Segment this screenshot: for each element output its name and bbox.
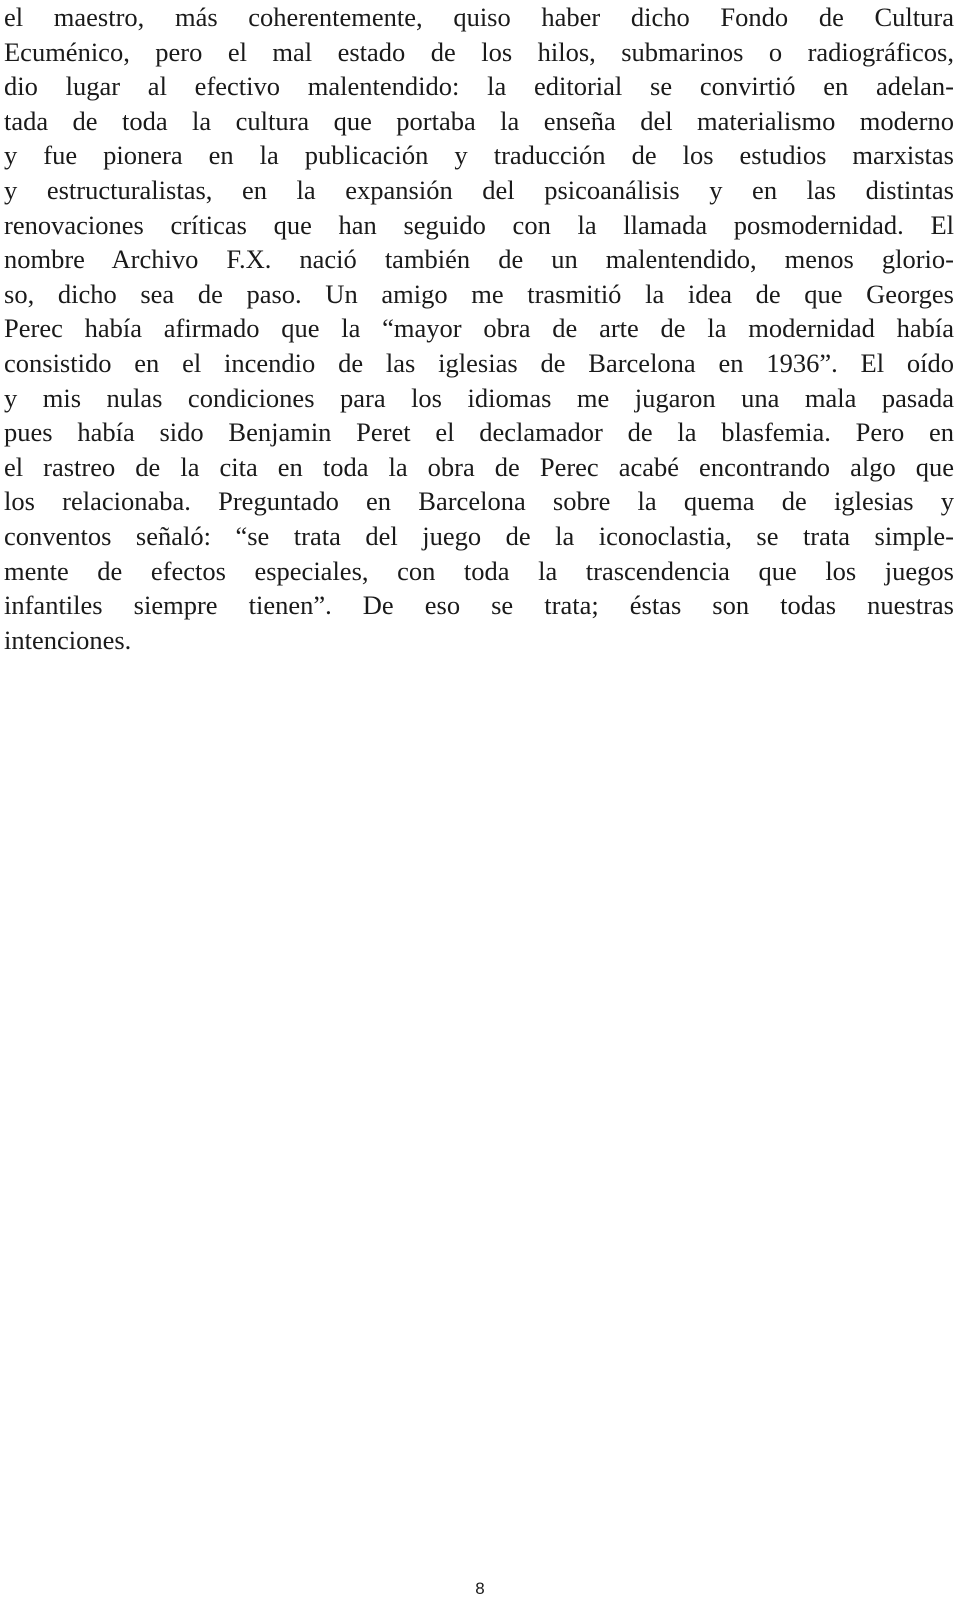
paragraph-line: conventos señaló: “se trata del juego de la iconoclastia, se trata simple- [4,520,954,551]
paragraph-line: y fue pionera en la publicación y traducción de los estudios marxistas [4,140,954,171]
paragraph-line: mente de efectos especiales, con toda la trascendencia que los juegos [4,555,954,586]
paragraph-line: infantiles siempre tienen”. De eso se trata; éstas son todas nuestras [4,590,954,621]
paragraph-line: tada de toda la cultura que portaba la enseña del materialismo moderno [4,105,954,136]
paragraph-line: Perec había afirmado que la “mayor obra de arte de la modernidad había [4,313,954,344]
paragraph-line: y estructuralistas, en la expansión del psicoanálisis y en las distintas [4,174,954,205]
paragraph-line: dio lugar al efectivo malentendido: la editorial se convirtió en adelan- [4,71,954,102]
paragraph-line: renovaciones críticas que han seguido con la llamada posmodernidad. El [4,209,954,240]
paragraph-line: nombre Archivo F.X. nació también de un malentendido, menos glorio- [4,244,954,275]
body-paragraph [4,0,954,657]
paragraph-line: consistido en el incendio de las iglesias de Barcelona en 1936”. El oído [4,347,954,378]
paragraph-line: el rastreo de la cita en toda la obra de Perec acabé encontrando algo que [4,451,954,482]
paragraph-line: Ecuménico, pero el mal estado de los hilos, submarinos o radiográficos, [4,36,954,67]
paragraph-line: so, dicho sea de paso. Un amigo me trasmitió la idea de que Georges [4,278,954,309]
paragraph-line: los relacionaba. Preguntado en Barcelona sobre la quema de iglesias y [4,486,954,517]
paragraph-line-last: intenciones. [4,624,132,655]
page-number: 8 [475,1579,485,1598]
paragraph-line: pues había sido Benjamin Peret el declamador de la blasfemia. Pero en [4,417,954,448]
paragraph-line: y mis nulas condiciones para los idiomas me jugaron una mala pasada [4,382,954,413]
paragraph-line: el maestro, más coherentemente, quiso haber dicho Fondo de Cultura [4,2,954,32]
